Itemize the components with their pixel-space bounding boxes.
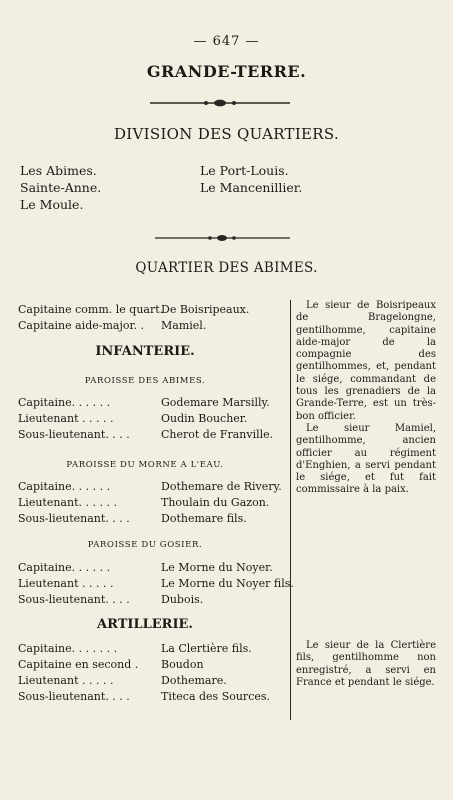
rank-label: Lieutenant . . . . . xyxy=(18,412,114,425)
table-row xyxy=(0,577,294,591)
officer-name: Titeca des Sources. xyxy=(161,690,271,703)
parish-heading: PAROISSE DU GOSIER. xyxy=(87,540,203,550)
rank-label: Capitaine. . . . . . xyxy=(18,480,111,493)
table-row xyxy=(0,319,290,333)
rank-label: Sous-lieutenant. . . . xyxy=(18,428,130,441)
rank-label: Lieutenant . . . . . xyxy=(18,674,114,687)
officer-name: Dubois. xyxy=(161,593,204,606)
officer-name: Dothemare fils. xyxy=(161,512,247,525)
table-row xyxy=(0,512,290,526)
parish-heading: PAROISSE DU MORNE A L'EAU. xyxy=(66,460,224,470)
quarter-item: Le Mancenillier. xyxy=(200,180,303,195)
page-number: — 647 — xyxy=(193,34,260,49)
table-row xyxy=(0,674,290,688)
quarter-item: Les Abimes. xyxy=(20,163,97,178)
table-row xyxy=(0,303,290,317)
officer-name: De Boisripeaux. xyxy=(161,303,250,316)
rank-label: Lieutenant. . . . . . xyxy=(18,496,117,509)
rank-label: Sous-lieutenant. . . . xyxy=(18,593,130,606)
note-paragraph: Le sieur Mamiel, gentilhomme, ancien officier au régiment d'Enghien, a servi pendant le siége, et fut fait commissaire à la paix. xyxy=(296,422,436,496)
side-note xyxy=(296,640,436,689)
ornamental-rule xyxy=(150,99,290,107)
ornamental-rule xyxy=(155,234,290,242)
rank-label: Capitaine. . . . . . xyxy=(18,396,111,409)
table-row xyxy=(0,690,290,704)
officer-name: Thoulain du Gazon. xyxy=(161,496,270,509)
table-row xyxy=(0,396,290,410)
rank-label: Capitaine. . . . . . . xyxy=(18,642,118,655)
table-row xyxy=(0,593,290,607)
note-paragraph: Le sieur de Boisripeaux de Bragelongne, gentilhomme, capitaine aide-major de la compagnie des gentilhommes, et, pendant le siége, commandant de tous les grenadiers de la Grande-Terre, est un très-bon officier. xyxy=(296,300,436,422)
quarter-item: Sainte-Anne. xyxy=(20,180,102,195)
officer-name: Mamiel. xyxy=(161,319,207,332)
table-row xyxy=(0,412,290,426)
section-heading: ARTILLERIE. xyxy=(97,617,193,632)
table-row xyxy=(0,496,290,510)
officer-name: Oudin Boucher. xyxy=(161,412,248,425)
officer-name: Cherot de Franville. xyxy=(161,428,274,441)
page-title: GRANDE-TERRE. xyxy=(146,62,307,81)
rank-label: Sous-lieutenant. . . . xyxy=(18,512,130,525)
table-row xyxy=(0,428,290,442)
side-note xyxy=(296,300,436,497)
table-row xyxy=(0,561,290,575)
parish-heading: PAROISSE DES ABIMES. xyxy=(84,376,206,386)
officer-name: La Clertière fils. xyxy=(161,642,252,655)
officer-name: Dothemare. xyxy=(161,674,227,687)
officer-name: Dothemare de Rivery. xyxy=(161,480,282,493)
quarter-item: Le Port-Louis. xyxy=(200,163,289,178)
quarter-item: Le Moule. xyxy=(20,197,84,212)
rank-label: Capitaine aide-major. . xyxy=(18,319,145,332)
rank-label: Capitaine comm. le quart. xyxy=(18,303,164,316)
officer-name: Godemare Marsilly. xyxy=(161,396,270,409)
table-row xyxy=(0,480,290,494)
officer-name: Le Morne du Noyer. xyxy=(161,561,273,574)
table-row xyxy=(0,642,290,656)
rank-label: Sous-lieutenant. . . . xyxy=(18,690,130,703)
column-divider xyxy=(290,300,291,720)
rank-label: Lieutenant . . . . . xyxy=(18,577,114,590)
rank-label: Capitaine. . . . . . xyxy=(18,561,111,574)
section-heading: INFANTERIE. xyxy=(95,344,195,359)
officer-name: Le Morne du Noyer fils. xyxy=(161,577,294,590)
table-row xyxy=(0,658,290,672)
rank-label: Capitaine en second . xyxy=(18,658,139,671)
quarter-heading: QUARTIER DES ABIMES. xyxy=(135,260,318,276)
subtitle: DIVISION DES QUARTIERS. xyxy=(113,125,340,143)
officer-name: Boudon xyxy=(161,658,204,671)
note-paragraph: Le sieur de la Clertière fils, gentilhomme non enregistré, a servi en France et pendant le siége. xyxy=(296,640,436,688)
